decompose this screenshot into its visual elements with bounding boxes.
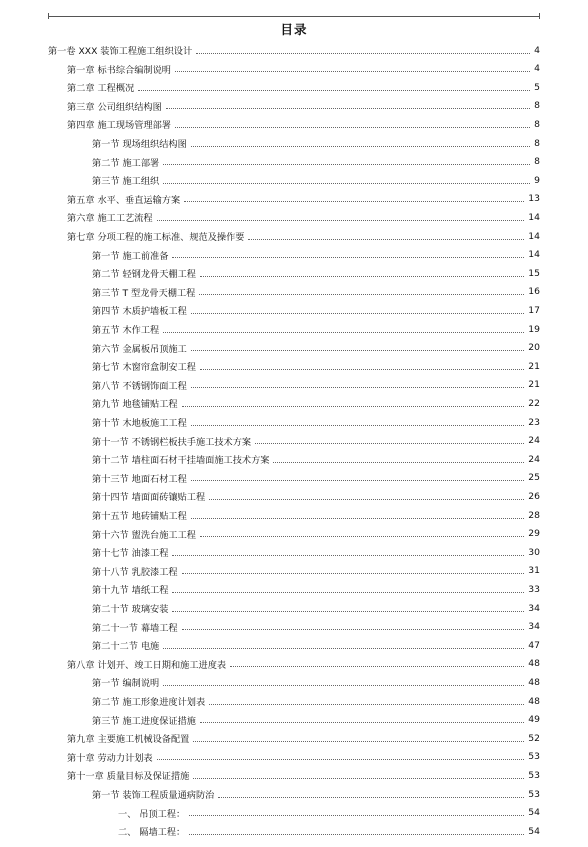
toc-entry-label: 第二节 施工形象进度计划表 xyxy=(92,697,206,708)
toc-leader-dots xyxy=(193,741,524,742)
toc-leader-dots xyxy=(189,834,524,835)
toc-leader-dots xyxy=(157,220,525,221)
toc-leader-dots xyxy=(193,778,524,779)
toc-entry-label: 第三节 施工进度保证措施 xyxy=(92,715,196,727)
toc-leader-dots xyxy=(163,183,530,184)
toc-leader-dots xyxy=(182,406,525,407)
toc-entry[interactable] xyxy=(92,711,540,729)
toc-entry-label: 第一卷 XXX 装饰工程施工组织设计 xyxy=(48,46,193,57)
toc-entry-page-number: 24 xyxy=(528,453,540,465)
page-title: 目录 xyxy=(280,22,308,37)
toc-entry-label: 第三节 T 型龙骨天棚工程 xyxy=(92,287,196,299)
toc-entry[interactable] xyxy=(92,413,540,431)
toc-entry[interactable] xyxy=(92,580,540,598)
toc-entry-page-number: 8 xyxy=(534,118,540,130)
toc-entry-label: 一、 吊顶工程： xyxy=(118,808,186,820)
toc-entry-page-number: 52 xyxy=(528,732,540,744)
toc-entry[interactable] xyxy=(67,190,540,208)
toc-entry[interactable] xyxy=(92,506,540,524)
toc-entry-label: 第二节 轻钢龙骨天棚工程 xyxy=(92,269,196,281)
toc-entry-label: 第一节 现场组织结构图 xyxy=(92,139,187,150)
toc-leader-dots xyxy=(191,146,530,147)
toc-leader-dots xyxy=(248,239,524,240)
toc-entry-label: 第七节 木窗帘盒制安工程 xyxy=(92,362,196,374)
toc-leader-dots xyxy=(138,90,530,91)
header-rule-tick-left xyxy=(48,13,49,19)
toc-entry[interactable] xyxy=(48,41,540,59)
toc-entry-label: 第七章 分项工程的施工标准、规范及操作要 xyxy=(67,232,245,243)
toc-entry[interactable] xyxy=(92,692,540,710)
toc-leader-dots xyxy=(182,573,525,574)
toc-entry[interactable] xyxy=(92,283,540,301)
toc-entry-page-number: 29 xyxy=(528,528,540,540)
toc-entry[interactable] xyxy=(92,618,540,636)
toc-entry-page-number: 20 xyxy=(528,342,540,354)
toc-entry-label: 第二十二节 电施 xyxy=(92,641,160,653)
toc-entry-label: 第九节 地毯铺贴工程 xyxy=(92,399,178,411)
toc-entry[interactable] xyxy=(92,153,540,171)
toc-entry[interactable] xyxy=(92,673,540,691)
toc-entry-page-number: 26 xyxy=(528,490,540,502)
toc-entry-label: 第三节 施工组织 xyxy=(92,176,160,188)
toc-entry-page-number: 49 xyxy=(528,714,540,726)
toc-entry[interactable] xyxy=(92,301,540,319)
toc-leader-dots xyxy=(230,666,524,667)
toc-leader-dots xyxy=(200,536,524,537)
toc-entry[interactable] xyxy=(92,487,540,505)
toc-leader-dots xyxy=(175,71,530,72)
toc-leader-dots xyxy=(163,685,524,686)
toc-entry-label: 第十四节 墙面面砖镶贴工程 xyxy=(92,492,206,504)
toc-entry-page-number: 34 xyxy=(528,621,540,633)
toc-entry-page-number: 13 xyxy=(528,193,540,205)
toc-entry-label: 第四章 施工现场管理部署 xyxy=(67,120,171,132)
toc-entry-page-number: 17 xyxy=(528,304,540,316)
toc-entry[interactable] xyxy=(92,599,540,617)
toc-leader-dots xyxy=(172,257,524,258)
toc-entry[interactable] xyxy=(67,766,540,784)
toc-leader-dots xyxy=(209,499,524,500)
toc-entry-page-number: 4 xyxy=(534,44,540,56)
toc-leader-dots xyxy=(163,648,524,649)
toc-leader-dots xyxy=(255,443,524,444)
toc-entry[interactable] xyxy=(92,785,540,803)
toc-entry-label: 第二章 工程概况 xyxy=(67,83,135,95)
toc-entry-label: 第六章 施工工艺流程 xyxy=(67,213,153,225)
toc-leader-dots xyxy=(157,759,525,760)
toc-entry[interactable] xyxy=(92,264,540,282)
toc-entry-label: 第一节 施工前准备 xyxy=(92,250,169,262)
toc-entry[interactable] xyxy=(67,60,540,78)
toc-leader-dots xyxy=(182,629,525,630)
toc-entry-label: 第十七节 油漆工程 xyxy=(92,548,169,560)
toc-leader-dots xyxy=(163,164,530,165)
toc-entry-label: 第六节 金属板吊顶施工 xyxy=(92,343,187,355)
toc-entry-label: 第五节 木作工程 xyxy=(92,325,160,336)
toc-entry-label: 第十三节 地面石材工程 xyxy=(92,473,187,485)
toc-entry-label: 第十章 劳动力计划表 xyxy=(67,752,153,764)
toc-entry-page-number: 30 xyxy=(528,546,540,558)
toc-entry-page-number: 9 xyxy=(534,174,540,186)
toc-entry-label: 第二十一节 幕墙工程 xyxy=(92,622,178,634)
toc-entry[interactable] xyxy=(92,469,540,487)
toc-leader-dots xyxy=(200,722,524,723)
toc-leader-dots xyxy=(172,611,524,612)
toc-entry[interactable] xyxy=(92,134,540,152)
toc-entry-label: 第十六节 盥洗台施工工程 xyxy=(92,529,196,541)
toc-leader-dots xyxy=(200,276,524,277)
toc-entry-page-number: 8 xyxy=(534,156,540,168)
toc-entry[interactable] xyxy=(92,432,540,450)
toc-leader-dots xyxy=(172,592,524,593)
toc-entry[interactable] xyxy=(92,525,540,543)
toc-entry[interactable] xyxy=(67,115,540,133)
toc-leader-dots xyxy=(175,127,530,128)
toc-entry-label: 第八节 不锈钢饰面工程 xyxy=(92,380,187,392)
toc-leader-dots xyxy=(191,480,525,481)
toc-entry-page-number: 24 xyxy=(528,435,540,447)
toc-entry-label: 第五章 水平、垂直运输方案 xyxy=(67,194,181,206)
toc-entry-label: 第十一章 质量目标及保证措施 xyxy=(67,771,190,783)
toc-entry-page-number: 4 xyxy=(534,63,540,75)
toc-entry[interactable] xyxy=(92,636,540,654)
toc-entry[interactable] xyxy=(92,543,540,561)
toc-entry-page-number: 14 xyxy=(528,230,540,242)
toc-leader-dots xyxy=(191,387,525,388)
toc-entry-label: 第十九节 墙纸工程 xyxy=(92,585,169,597)
toc-entry-page-number: 31 xyxy=(528,565,540,577)
toc-entry-page-number: 8 xyxy=(534,100,540,112)
toc-leader-dots xyxy=(166,108,530,109)
toc-leader-dots xyxy=(218,797,524,798)
toc-entry[interactable] xyxy=(92,320,540,338)
toc-entry-page-number: 19 xyxy=(528,323,540,335)
toc-entry-label: 第一节 装饰工程质量通病防治 xyxy=(92,790,215,801)
toc-entry-page-number: 25 xyxy=(528,472,540,484)
toc-entry-label: 第四节 木质护墙板工程 xyxy=(92,306,187,318)
toc-entry-page-number: 14 xyxy=(528,249,540,261)
toc-entry-label: 第九章 主要施工机械设备配置 xyxy=(67,734,190,746)
toc-entry[interactable] xyxy=(118,804,540,822)
toc-entry[interactable] xyxy=(92,357,540,375)
toc-entry-page-number: 23 xyxy=(528,416,540,428)
toc-entry[interactable] xyxy=(92,339,540,357)
toc-entry[interactable] xyxy=(118,822,540,840)
toc-entry-page-number: 21 xyxy=(528,379,540,391)
toc-leader-dots xyxy=(196,53,530,54)
toc-entry-label: 第十八节 乳胶漆工程 xyxy=(92,566,178,578)
toc-entry[interactable] xyxy=(67,729,540,747)
toc-entry-label: 第十五节 地砖铺贴工程 xyxy=(92,511,187,522)
toc-entry[interactable] xyxy=(92,171,540,189)
toc-entry-page-number: 33 xyxy=(528,583,540,595)
toc-entry[interactable] xyxy=(67,748,540,766)
toc-entry[interactable] xyxy=(92,394,540,412)
toc-entry-label: 第十二节 墙柱面石材干挂墙面施工技术方案 xyxy=(92,455,270,467)
toc-entry-page-number: 53 xyxy=(528,751,540,763)
toc-entry-label: 第二十节 玻璃安装 xyxy=(92,604,169,615)
toc-leader-dots xyxy=(199,294,524,295)
toc-leader-dots xyxy=(191,518,525,519)
toc-entry-page-number: 16 xyxy=(528,286,540,298)
toc-entry-page-number: 21 xyxy=(528,360,540,372)
toc-entry-page-number: 5 xyxy=(534,81,540,93)
toc-entry[interactable] xyxy=(92,450,540,468)
toc-entry-page-number: 48 xyxy=(528,676,540,688)
toc-entry-page-number: 14 xyxy=(528,211,540,223)
toc-entry-label: 第十一节 不锈钢栏板扶手施工技术方案 xyxy=(92,436,252,448)
toc-entry-label: 第一章 标书综合编制说明 xyxy=(67,64,171,76)
toc-entry[interactable] xyxy=(92,562,540,580)
toc-entry[interactable] xyxy=(67,97,540,115)
toc-entry-page-number: 54 xyxy=(528,825,540,837)
toc-entry-page-number: 53 xyxy=(528,788,540,800)
toc-entry-label: 第二节 施工部署 xyxy=(92,157,160,169)
toc-leader-dots xyxy=(209,704,524,705)
header-rule xyxy=(48,16,540,17)
toc-entry[interactable] xyxy=(67,78,540,96)
toc-leader-dots xyxy=(191,425,525,426)
toc-entry-page-number: 53 xyxy=(528,769,540,781)
toc-entry-label: 第一节 编制说明 xyxy=(92,678,160,690)
toc-entry-page-number: 15 xyxy=(528,267,540,279)
toc-entry-page-number: 22 xyxy=(528,397,540,409)
toc-entry-page-number: 48 xyxy=(528,695,540,707)
toc-entry-page-number: 48 xyxy=(528,658,540,670)
toc-entry[interactable] xyxy=(67,208,540,226)
toc-leader-dots xyxy=(189,815,524,816)
toc-entry-page-number: 47 xyxy=(528,639,540,651)
toc-entry-label: 第十节 木地板施工工程 xyxy=(92,418,187,429)
toc-entry-label: 二、 隔墙工程： xyxy=(118,827,186,839)
toc-entry[interactable] xyxy=(67,227,540,245)
toc-leader-dots xyxy=(163,332,524,333)
toc-leader-dots xyxy=(172,555,524,556)
toc-leader-dots xyxy=(200,369,524,370)
toc-entry-label: 第八章 计划开、竣工日期和施工进度表 xyxy=(67,659,227,671)
toc-entry-page-number: 28 xyxy=(528,509,540,521)
toc-entry-page-number: 8 xyxy=(534,137,540,149)
toc-leader-dots xyxy=(191,313,525,314)
toc-entry-label: 第三章 公司组织结构图 xyxy=(67,101,162,113)
toc-entry[interactable] xyxy=(92,246,540,264)
toc-entry[interactable] xyxy=(67,655,540,673)
header-rule-tick-right xyxy=(539,13,540,19)
toc-entry[interactable] xyxy=(92,376,540,394)
toc-leader-dots xyxy=(184,201,524,202)
toc-leader-dots xyxy=(191,350,525,351)
toc-entry-page-number: 54 xyxy=(528,807,540,819)
toc-entry-page-number: 34 xyxy=(528,602,540,614)
toc-leader-dots xyxy=(273,462,524,463)
